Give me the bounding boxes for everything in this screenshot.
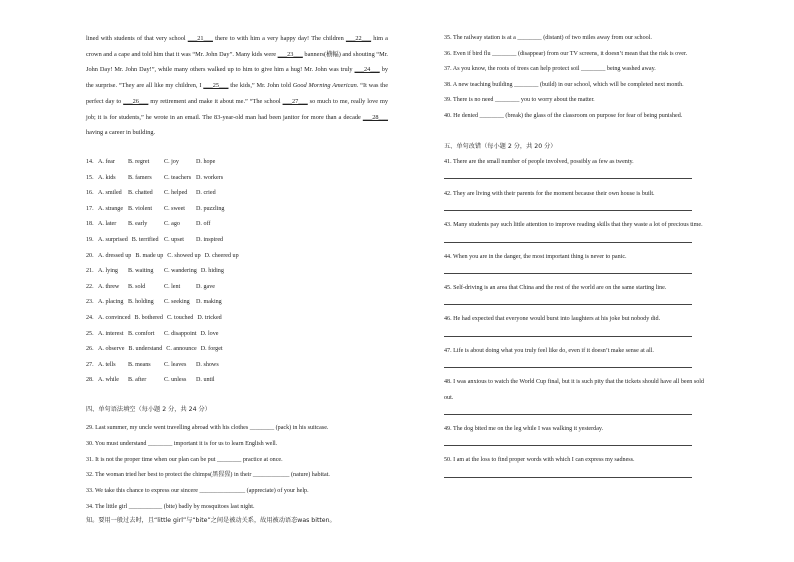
choice-option-b[interactable]: B. holding	[128, 299, 154, 306]
choice-option-c[interactable]: C. upset	[164, 237, 184, 243]
choice-number: 25.	[86, 330, 94, 337]
choice-option-d[interactable]: D. gave	[196, 283, 215, 290]
choice-option-c[interactable]: C. ago	[164, 221, 180, 228]
choice-option-b[interactable]: B. after	[128, 377, 147, 384]
question-33: 33. We take this chance to express our sincere _______________ (appreciate) of your help.	[86, 488, 309, 494]
choice-number: 23.	[86, 299, 94, 306]
blank-23: ___23___	[277, 50, 303, 58]
choice-option-d[interactable]: D. shows	[196, 361, 219, 368]
choice-option-d[interactable]: D. making	[196, 299, 222, 306]
blank-22: ___22___	[345, 35, 372, 42]
question-43: 43. Many students pay such little attention to improve reading skills that they waste a lot of precious time.	[444, 222, 703, 228]
passage-text: so much to me, really love my job; it is for students,” he wrote in an email. The 83-year-old man had been janitor for more than a decade	[86, 97, 389, 121]
choice-option-a[interactable]: A. kids	[98, 174, 116, 181]
passage-text: . “It was the perfect day to	[86, 82, 388, 105]
passage-text: having a career in building.	[86, 129, 156, 137]
choice-option-c[interactable]: C. helped	[164, 190, 188, 197]
answer-line-43[interactable]	[444, 242, 692, 243]
question-45: 45. Self-driving is an area that China and the rest of the world are on the same starting line.	[444, 285, 667, 291]
choice-option-c[interactable]: C. wandering	[164, 268, 197, 275]
choice-option-b[interactable]: B. bothered	[134, 315, 163, 321]
question-47: 47. Life is about doing what you truly feel like do, even if it doesn’t make sense at all.	[444, 348, 654, 354]
choice-option-c[interactable]: C. joy	[164, 159, 179, 165]
answer-line-47[interactable]	[444, 367, 692, 368]
choice-option-a[interactable]: A. placing	[98, 299, 124, 306]
choice-option-c[interactable]: C. teachers	[164, 174, 192, 181]
question-37: 37. As you know, the roots of trees can help protect soil ________ being washed away.	[444, 66, 656, 72]
choice-number: 26.	[86, 346, 94, 353]
choice-option-a[interactable]: A. smiled	[98, 190, 122, 197]
answer-line-49[interactable]	[444, 445, 692, 446]
question-34: 34. The little girl ___________ (bite) badly by mosquitoes last night.	[86, 504, 255, 510]
choice-option-d[interactable]: D. love	[200, 330, 219, 337]
blank-27: ___27___	[282, 97, 308, 105]
choice-number: 20.	[86, 252, 94, 259]
choice-option-a[interactable]: A. threw	[98, 283, 120, 290]
choice-option-d[interactable]: D. cried	[196, 190, 216, 197]
choice-option-b[interactable]: B. chatted	[128, 190, 153, 197]
blank-26: ___26___	[123, 97, 149, 105]
answer-line-46[interactable]	[444, 336, 692, 337]
passage-text: the kids,” Mr. John told	[228, 82, 293, 90]
choice-option-b[interactable]: B. understand	[128, 346, 163, 353]
answer-line-44[interactable]	[444, 273, 692, 274]
question-32: 32. The woman tried her best to protect the chimps(黑猩猩) in their ____________ (nature) habitat.	[86, 472, 330, 478]
show-title: Good Morning American	[292, 82, 357, 90]
question-36: 36. Even if bird flu ________ (disappear) from our TV screens, it doesn’t mean that the risk is over.	[444, 51, 688, 57]
question-50: 50. I am at the loss to find proper words with which I can express my sadness.	[444, 457, 635, 463]
answer-note: 知。要用一般过去时，且“little girl”与“bite”之间是被动关系，故用被动语态was bitten。	[86, 517, 336, 524]
passage-text: there to with him a very happy day! The children	[212, 35, 346, 42]
question-46: 46. He had expected that everyone would burst into laughters at his joke but nobody did.	[444, 316, 661, 322]
choice-option-b[interactable]: B. early	[128, 221, 148, 228]
choice-option-d[interactable]: D. hiding	[200, 268, 224, 275]
choice-number: 15.	[86, 174, 94, 181]
choice-option-a[interactable]: A. tells	[98, 361, 116, 368]
choice-option-d[interactable]: D. workers	[196, 174, 224, 181]
choice-number: 17.	[86, 205, 94, 212]
passage-text: by the surprise. “They are all like my children, I	[86, 66, 388, 90]
choice-option-b[interactable]: B. made up	[135, 252, 164, 259]
answer-line-41[interactable]	[444, 178, 692, 179]
choice-number: 16.	[86, 190, 94, 197]
choice-option-a[interactable]: A. strange	[98, 205, 124, 212]
choice-option-d[interactable]: D. hope	[196, 159, 216, 165]
question-30: 30. You must understand ________ important it is for us to learn English well.	[86, 441, 278, 447]
choice-option-c[interactable]: C. seeking	[164, 299, 190, 306]
section5-heading: 五、单句改错（每小题 2 分，共 20 分）	[444, 143, 557, 150]
blank-21: ___21___	[187, 35, 213, 42]
cloze-passage	[86, 31, 388, 141]
choice-option-a[interactable]: A. surprised	[98, 237, 128, 243]
question-35: 35. The railway station is at a ________ (distant) of two miles away from our school.	[444, 35, 652, 41]
choice-number: 14.	[86, 159, 94, 165]
choice-option-a[interactable]: A. convinced	[98, 315, 131, 321]
question-38: 38. A new teaching building ________ (build) in our school, which will be completed next month.	[444, 82, 684, 88]
choice-number: 24.	[86, 315, 94, 321]
choice-option-a[interactable]: A. later	[98, 221, 117, 228]
choice-option-a[interactable]: A. dressed up	[98, 252, 132, 259]
choice-option-a[interactable]: A. fear	[98, 159, 115, 165]
choice-option-c[interactable]: C. showed up	[167, 252, 201, 259]
choice-option-c[interactable]: C. touched	[166, 315, 194, 321]
choice-option-c[interactable]: C. lent	[164, 283, 181, 290]
choice-option-b[interactable]: B. violent	[128, 205, 153, 212]
choice-option-b[interactable]: B. waiting	[128, 268, 154, 275]
question-39: 39. There is no need ________ you to worry about the matter.	[444, 97, 595, 103]
choice-number: 18.	[86, 221, 94, 228]
passage-text: lined with students of that very school	[86, 35, 188, 42]
question-42: 42. They are living with their parents for the moment because their own house is built.	[444, 191, 655, 197]
blank-24: ___24___	[354, 66, 380, 74]
answer-line-48[interactable]	[444, 414, 692, 415]
choice-number: 22.	[86, 283, 94, 290]
passage-text: banners(横幅) and shouting “Mr. John Day! Mr. John Day!”, while many others walked up to him to give him a hug! Mr. John was truly	[86, 50, 389, 74]
choice-option-b[interactable]: B. means	[128, 361, 151, 368]
choice-option-c[interactable]: C. disappoint	[164, 330, 197, 337]
choice-option-d[interactable]: D. off	[196, 221, 211, 228]
choice-option-a[interactable]: A. lying	[98, 268, 118, 275]
choice-option-a[interactable]: A. observe	[98, 346, 125, 353]
choice-option-b[interactable]: B. sold	[128, 283, 146, 290]
passage-text: him a crown and a cape and told him that it was “Mr. John Day”. Many kids were	[86, 35, 388, 58]
choice-option-c[interactable]: C. leaves	[164, 361, 187, 368]
blank-28: ___28___	[362, 113, 388, 121]
question-48-continued: out.	[444, 395, 454, 401]
question-31: 31. It is not the proper time when our plan can be put ________ practice at once.	[86, 457, 283, 463]
choice-option-d[interactable]: D. until	[196, 377, 215, 384]
choice-option-a[interactable]: A. interest	[98, 330, 124, 337]
question-48: 48. I was anxious to watch the World Cup final, but it is such pity that the tickets should have all been sold	[444, 379, 705, 385]
section4-heading: 四、单句语法填空（每小题 2 分，共 24 分）	[86, 406, 211, 413]
choice-option-b[interactable]: B. terrified	[131, 237, 159, 243]
choice-number: 27.	[86, 361, 94, 368]
question-49: 49. The dog bited me on the leg while I was walking it yesterday.	[444, 426, 604, 432]
choice-option-b[interactable]: B. comfort	[128, 330, 155, 337]
question-44: 44. When you are in the danger, the most important thing is never to panic.	[444, 254, 627, 260]
choice-option-d[interactable]: D. forget	[200, 346, 223, 353]
choice-option-b[interactable]: B. famers	[128, 174, 152, 181]
choice-number: 28.	[86, 377, 94, 384]
choice-option-c[interactable]: C. unless	[164, 377, 187, 384]
question-40: 40. He denied ________ (break) the glass of the classroom on purpose for fear of being punished.	[444, 113, 683, 119]
choice-option-c[interactable]: C. announce	[166, 346, 197, 353]
choice-option-d[interactable]: D. tricked	[197, 315, 222, 321]
question-41: 41. There are the small number of people involved, possibly as few as twenty.	[444, 159, 634, 165]
choice-option-d[interactable]: D. inspired	[196, 237, 224, 243]
answer-line-50[interactable]	[444, 477, 692, 478]
choice-option-c[interactable]: C. sweet	[164, 205, 185, 212]
answer-line-45[interactable]	[444, 304, 692, 305]
choice-option-d[interactable]: D. puzzling	[196, 205, 225, 212]
question-29: 29. Last summer, my uncle went travelling abroad with his clothes ________ (pack) in his suitcase.	[86, 425, 329, 431]
choice-option-d[interactable]: D. cheered up	[204, 252, 239, 259]
answer-line-42[interactable]	[444, 210, 692, 211]
passage-text: my retirement and make it about me.” “The school	[148, 97, 283, 105]
choice-option-b[interactable]: B. regret	[128, 159, 150, 165]
choice-option-a[interactable]: A. while	[98, 377, 119, 384]
choice-number: 19.	[86, 237, 94, 243]
choice-number: 21.	[86, 268, 94, 275]
blank-25: ___25___	[203, 82, 229, 90]
